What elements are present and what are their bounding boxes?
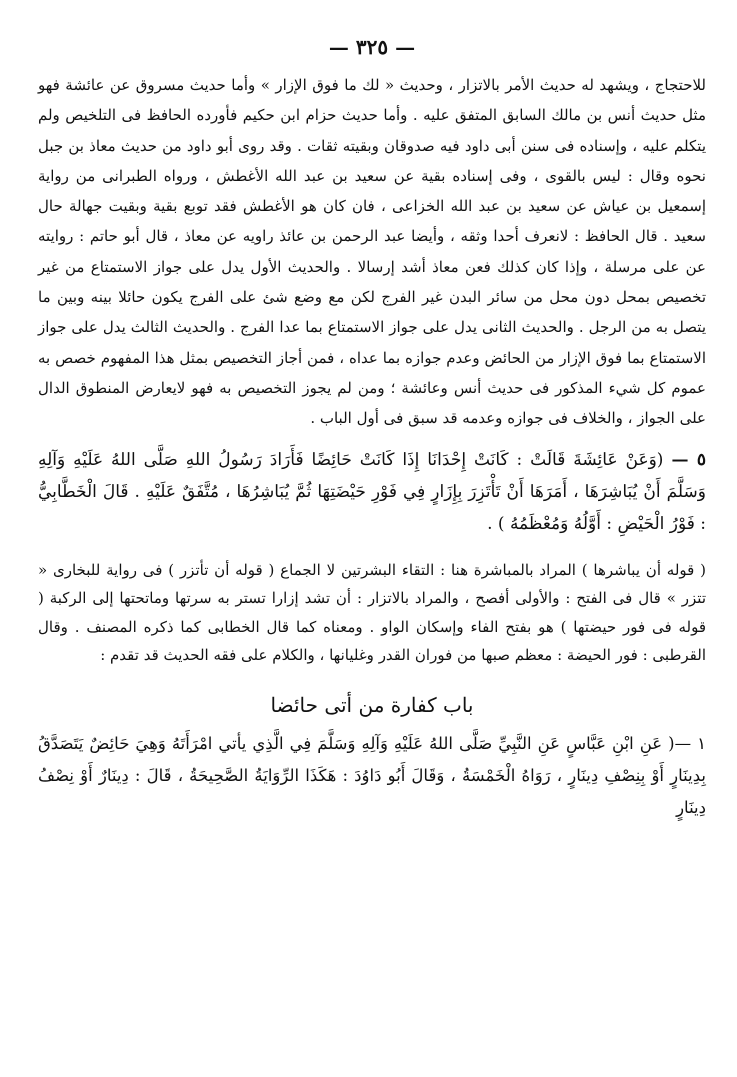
document-page	[38, 30, 706, 824]
hadith-block-2	[38, 728, 706, 824]
page-number: — ٣٢٥ —	[328, 35, 416, 59]
chapter-title: باب كفارة من أتى حائضا	[270, 692, 474, 717]
hadith-block	[38, 444, 706, 540]
hadith2-text: ( عَنِ ابْنِ عَبَّاسٍ عَنِ النَّبِيِّ صَلَّى اللهُ عَلَيْهِ وَآلِهِ وَسَلَّمَ فِي الَّذِي يأتي امْرَأَتَهُ وَهِيَ حَائِضٌ يَتَصَدَّقُ بِدِينَارٍ أَوْ بِنِصْفِ دِينَارٍ ، رَوَاهُ الْخَمْسَةُ ، وَقَالَ أَبُو دَاوُدَ : هَكَذَا الرِّوَايَةُ الصَّحِيحَةُ ، قَالَ : دِينَارٌ أَوْ نِصْفُ دِينَارٍ	[38, 733, 706, 817]
hadith-number: ٥ —	[671, 449, 706, 470]
hadith-text: (وَعَنْ عَائِشَةَ قَالَتْ : كَانَتْ إِحْدَانَا إِذَا كَانَتْ حَائِضًا فَأَرَادَ رَسُولُ اللهِ صَلَّى اللهُ عَلَيْهِ وَآلِهِ وَسَلَّمَ أَنْ يُبَاشِرَهَا ، أَمَرَهَا أَنْ تَأْتَزِرَ بِإِزَارٍ فِي فَوْرِ حَيْضَتِهَا ثُمَّ يُبَاشِرُهَا ، مُتَّفَقٌ عَلَيْهِ . قَالَ الْخَطَّابِيُّ : فَوْرُ الْحَيْضِ : أَوَّلُهُ وَمُعْظَمُهُ ) .	[38, 449, 706, 534]
hadith2-number: ١ —	[674, 733, 706, 753]
body-paragraph: للاحتجاج ، ويشهد له حديث الأمر بالاتزار ، وحديث « لك ما فوق الإزار » وأما حديث مسروق عن عائشة فهو مثل حديث أنس بن مالك السابق المتفق عليه . وأما حديث حزام ابن حكيم فأورده الحافظ فى التلخيص ولم يتكلم عليه ، وإسناده فى سنن أبى داود فيه صدوقان وبقيته ثقات . وقد روى أبو داود من حديث معاذ بن جبل نحوه وقال : ليس بالقوى ، وفى إسناده بقية عن سعيد بن عبد الله الأغطش ، ورواه الطبرانى من رواية إسمعيل بن عياش عن سعيد بن عبد الله الخزاعى ، فان كان هو الأغطش فقد توبع بقية وبقيت جهالة حال سعيد . قال الحافظ : لانعرف أحدا وثقه ، وأيضا عبد الرحمن بن عائذ راويه عن معاذ ، قال أبو حاتم : روايته عن على مرسلة ، وإذا كان كذلك فعن معاذ أشد إرسالا . والحديث الأول يدل على جواز الاستمتاع من غير تخصيص بمحل دون محل من سائر البدن غير الفرج لكن مع وضع شئ على الفرج يكون حائلا بينه وبين ما يتصل به من الرجل . والحديث الثانى يدل على جواز الاستمتاع بما عدا الفرج . والحديث الثالث يدل على جواز الاستمتاع بما فوق الإزار من الحائض وعدم جوازه بما عداه ، فمن أجاز التخصيص بمثل هذا المفهوم خصص به عموم كل شيء المذكور فى حديث أنس وعائشة ؛ ومن لم يجوز التخصيص به فهو لايعارض المنطوق الدال على الجواز ، والخلاف فى جوازه وعدمه قد سبق فى أول الباب .	[38, 76, 706, 428]
commentary-paragraph: ( قوله أن يباشرها ) المراد بالمباشرة هنا : التقاء البشرتين لا الجماع ( قوله أن تأتزر ) فى رواية للبخارى « تتزر » قال فى الفتح : والأولى أفصح ، والمراد بالاتزار : أن تشد إزارا تستر به سرتها وماتحتها إلى الركبة ( قوله فى فور حيضتها ) هو بفتح الفاء وإسكان الواو . ومعناه كما قال الخطابى كما ذكره المصنف . وقال القرطبى : فور الحيضة : معظم صبها من فوران القدر وغليانها ، والكلام على فقه الحديث قد تقدم :	[38, 560, 706, 665]
